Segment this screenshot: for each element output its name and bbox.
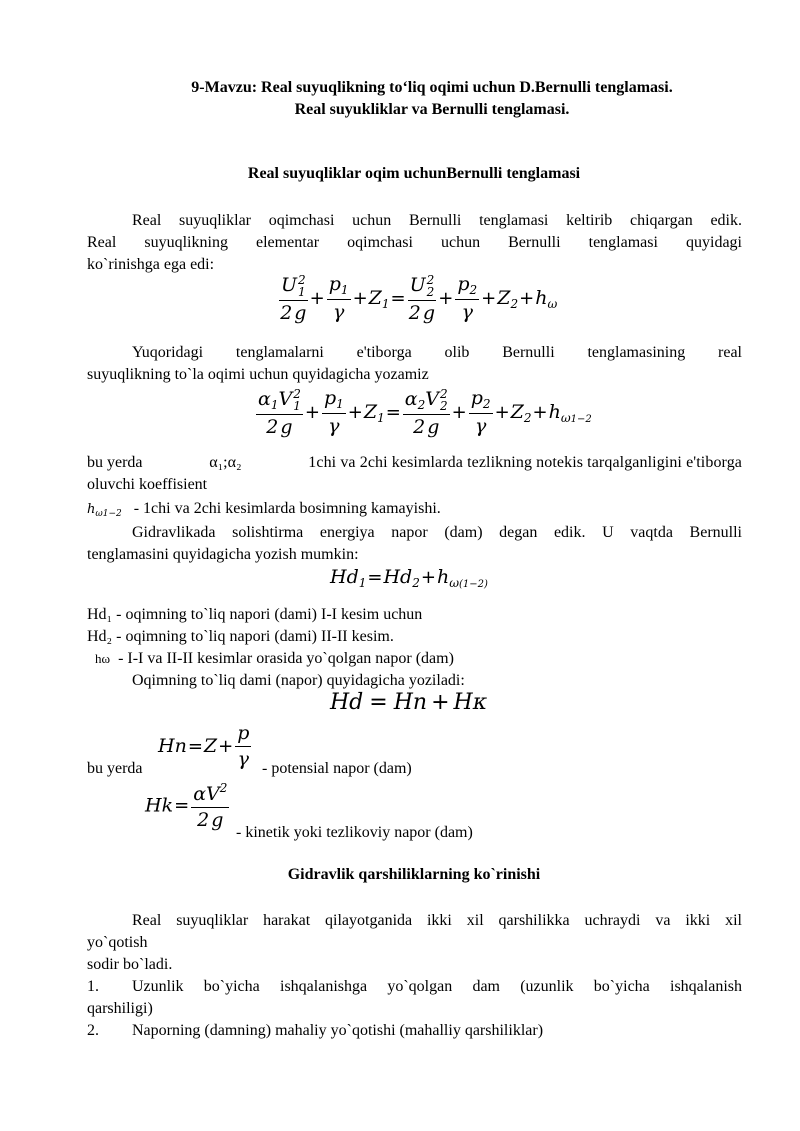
paragraph-alpha	[87, 452, 742, 496]
fraction: $\frac{p_1}{\gamma}$	[323, 387, 344, 437]
list-item	[87, 976, 742, 1020]
def-hd1: Hd₁ - oqimning to`liq napori (dami) I-I kesim uchun	[87, 606, 423, 623]
fraction: $\alpha_2V$ 2 2 2 g	[404, 387, 448, 438]
text-line: Gidravlikada solishtirma energiya napor (dam) degan edik. U vaqtda Bernulli	[132, 524, 742, 541]
text-line	[87, 452, 742, 474]
text-line	[87, 1020, 742, 1042]
text-line: yo`qotish	[87, 934, 148, 951]
paragraph-resistance	[87, 910, 742, 976]
def-hw	[95, 650, 454, 668]
doc-title-line1: 9-Mavzu: Real suyuqlikning to‘liq oqimi uchun D.Bernulli tenglamasi.	[191, 79, 673, 96]
text-line: oluvchi koeffisient	[87, 476, 208, 493]
text-line: Real suyuqliklar oqimchasi uchun Bernulli tenglamasi keltirib chiqargan edik.	[132, 212, 742, 229]
list-number: 1.	[87, 978, 99, 995]
fraction: U 2 1 2 g	[280, 273, 307, 324]
h-omega-line	[87, 500, 441, 519]
fraction: $\alpha_1V$ 2 1 2 g	[258, 387, 301, 438]
fraction: $\frac{\alpha V^2}{2 g}$	[193, 781, 228, 831]
section-heading: Gidravlik qarshiliklarning ko`rinishi	[287, 866, 541, 883]
fraction: $\frac{p_2}{\gamma}$	[457, 273, 478, 323]
equation-bernulli-elementary: U 2 1 2 g + $\frac{p_1}{\gamma}$ $+Z_1=$ U 2 2 2 g + $\frac{p_2}{\gamma}$ $+Z_2+h_\omega$	[280, 273, 558, 324]
equation-kinetic-head: Hk= $\frac{\alpha V^2}{2 g}$	[145, 781, 228, 831]
text-line: ko`rinishga ega edi:	[87, 256, 215, 273]
text-line: sodir bo`ladi.	[87, 956, 173, 973]
text-fragment: 1chi va 2chi kesimlarda tezlikning notekis tarqalganligini e'tiborga	[308, 454, 742, 471]
potential-desc: - potensial napor (dam)	[262, 760, 412, 777]
paragraph-intro	[87, 210, 742, 276]
equation-bernulli-full-flow: $\alpha_1V$ 2 1 2 g + $\frac{p_1}{\gamma}$ $+Z_1=$ $\alpha_2V$ 2 2 2 g + $\frac{p_2}{\gamma}$ $+Z_2+h_{\omega 1-2}$	[258, 387, 592, 438]
text-fragment: bu yerda	[87, 454, 143, 471]
text-line: Yuqoridagi tenglamalarni e'tiborga olib Bernulli tenglamasining real	[132, 344, 742, 361]
list-item	[87, 1020, 742, 1042]
text-line	[87, 976, 742, 998]
text-line: suyuqlikning to`la oqimi uchun quyidagicha yozamiz	[87, 366, 429, 383]
fraction: U 2 2 2 g	[408, 273, 436, 324]
fraction: $\frac{p}{\gamma}$	[237, 722, 250, 770]
section-heading: Real suyuqliklar oqim uchunBernulli tenglamasi	[247, 165, 581, 182]
equation-total-head: Hd = Hn + Hκ	[330, 690, 488, 715]
equation-head: $Hd_1=Hd_2+h_{\omega(1-2)}$	[330, 566, 488, 590]
potential-prefix: bu yerda	[87, 760, 143, 777]
list-text: Naporning (damning) mahaliy yo`qotishi (mahalliy qarshiliklar)	[132, 1022, 544, 1039]
text-line: qarshiligi)	[87, 1000, 153, 1017]
def-full-head: Oqimning to`liq dami (napor) quyidagicha yoziladi:	[132, 672, 465, 689]
kinetic-desc: - kinetik yoki tezlikoviy napor (dam)	[236, 824, 473, 841]
list-number: 2.	[87, 1022, 99, 1039]
text-line: Real suyuqlikning elementar oqimchasi uchun Bernulli tenglamasi quyidagi	[87, 234, 742, 251]
paragraph-energy	[87, 522, 742, 566]
fraction: $\frac{p_1}{\gamma}$	[328, 273, 349, 323]
text-line: Real suyuqliklar harakat qilayotganida ikki xil qarshilikka uchraydi va ikki xil	[132, 912, 742, 929]
text-fragment: - 1chi va 2chi kesimlarda bosimning kamayishi.	[133, 500, 441, 517]
h-omega-symbol: $h_{\omega 1-2}$	[87, 502, 122, 519]
def-hd2: Hd₂ - oqimning to`liq napori (dami) II-II kesim.	[87, 628, 394, 645]
list-text: Uzunlik bo`yicha ishqalanishga yo`qolgan dam (uzunlik bo`yicha ishqalanish	[132, 978, 742, 995]
fraction: $\frac{p_2}{\gamma}$	[470, 387, 491, 437]
text-line: tenglamasini quyidagicha yozish mumkin:	[87, 546, 359, 563]
paragraph-full-flow	[87, 342, 742, 386]
h-omega-symbol: hω	[95, 651, 111, 666]
text-fragment: - I-I va II-II kesimlar orasida yo`qolgan napor (dam)	[118, 650, 454, 667]
doc-title-line2: Real suyukliklar va Bernulli tenglamasi.	[294, 101, 570, 118]
alpha-symbols: α₁;α₂	[209, 454, 242, 471]
equation-potential-head: Hn=Z+ $\frac{p}{\gamma}$	[158, 722, 250, 770]
